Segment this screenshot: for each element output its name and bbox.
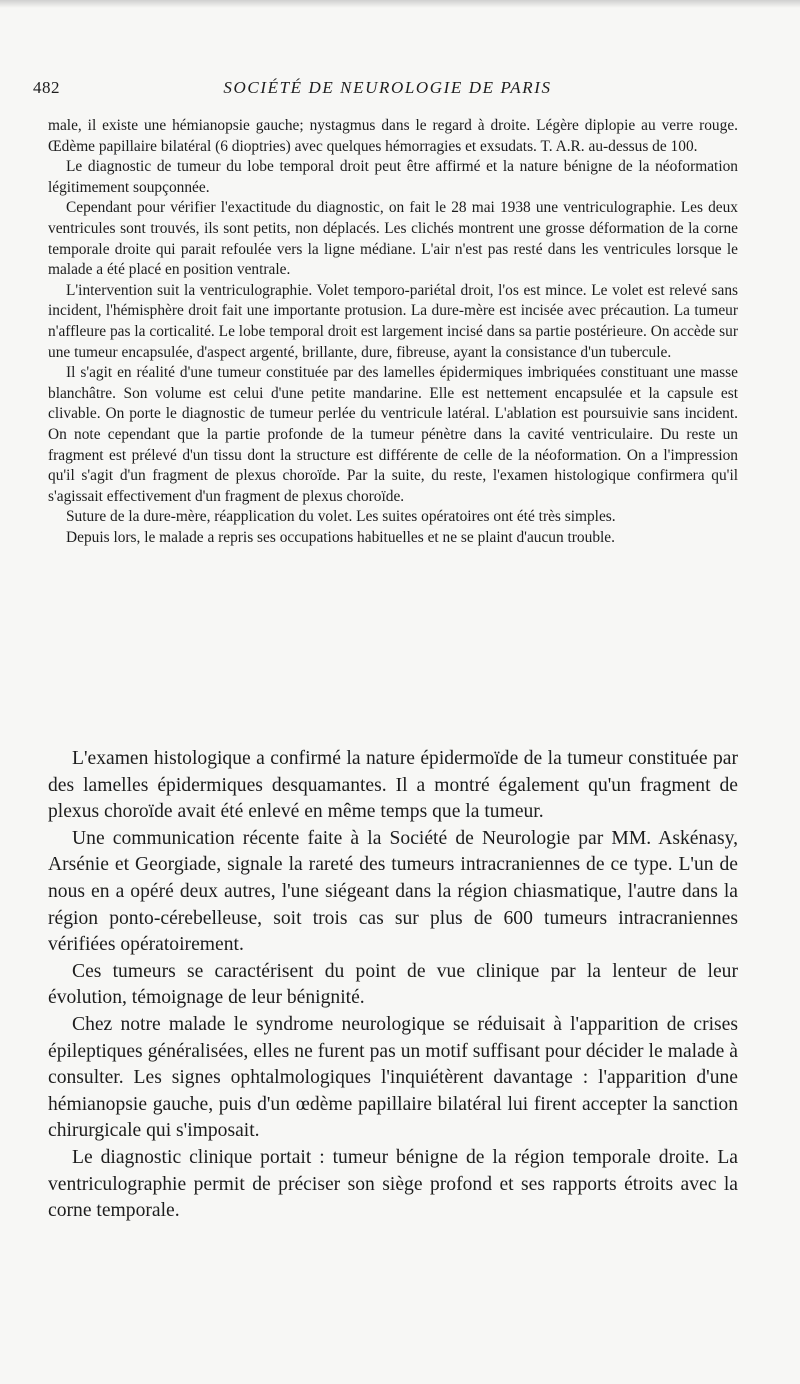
case-paragraph-1: male, il existe une hémianopsie gauche; nystagmus dans le regard à droite. Légère diplopie au verre rouge. Œdème papillaire bilatéral (6 dioptries) avec quelques hémorragies et exsudats. T. A.R. au-dessus de 100. <box>48 117 738 155</box>
case-paragraph-5: Il s'agit en réalité d'une tumeur constituée par des lamelles épidermiques imbriquées constituant une masse blanchâtre. Son volume est celui d'une petite mandarine. Elle est nettement encapsulée et la capsule est clivable. On porte le diagnostic de tumeur perlée du ventricule latéral. L'ablation est poursuivie sans incident. On note cependant que la partie profonde de la tumeur pénètre dans la cavité ventriculaire. Du reste un fragment est prélevé d'un tissu dont la structure est différente de celle de la néoformation. On a l'impression qu'il s'agit d'un fragment de plexus choroïde. Par la suite, du reste, l'examen histologique confirmera qu'il s'agissait effectivement d'un fragment de plexus choroïde. <box>48 364 738 505</box>
discussion-paragraph-1: L'examen histologique a confirmé la nature épidermoïde de la tumeur constituée par des lamelles épidermiques desquamantes. Il a montré également qu'un fragment de plexus choroïde avait été enlevé en même temps que la tumeur. <box>48 748 738 823</box>
discussion-section <box>48 746 738 1225</box>
discussion-paragraph-4: Chez notre malade le syndrome neurologique se réduisait à l'apparition de crises épileptiques généralisées, elles ne furent pas un motif suffisant pour décider le malade à consulter. Les signes ophtalmologiques l'inquiétèrent davantage : l'apparition d'une hémianopsie gauche, puis d'un œdème papillaire bilatéral lui firent accepter la sanction chirurgicale qui s'imposait. <box>48 1013 738 1142</box>
discussion-paragraph-2: Une communication récente faite à la Société de Neurologie par MM. Askénasy, Arsénie et Georgiade, signale la rareté des tumeurs intracraniennes de ce type. L'un de nous en a opéré deux autres, l'une siégeant dans la région chiasmatique, l'autre dans la région ponto-cérebelleuse, soit trois cas sur plus de 600 tumeurs intracraniennes vérifiées opératoirement. <box>48 827 738 956</box>
case-report-section <box>48 116 738 548</box>
discussion-paragraph-5: Le diagnostic clinique portait : tumeur bénigne de la région temporale droite. La ventriculographie permit de préciser son siège profond et ses rapports étroits avec la corne temporale. <box>48 1146 738 1222</box>
case-paragraph-7: Depuis lors, le malade a repris ses occupations habituelles et ne se plaint d'aucun trouble. <box>66 528 615 546</box>
page-header <box>33 78 755 98</box>
case-paragraph-4: L'intervention suit la ventriculographie. Volet temporo-pariétal droit, l'os est mince. Le volet est relevé sans incident, l'hémisphère droit fait une importante protusion. La dure-mère est incisée avec précaution. La tumeur n'affleure pas la corticalité. Le lobe temporal droit est largement incisé dans sa partie postérieure. On accède sur une tumeur encapsulée, d'aspect argenté, brillante, dure, fibreuse, ayant la consistance d'un tubercule. <box>48 281 738 361</box>
case-paragraph-6: Suture de la dure-mère, réapplication du volet. Les suites opératoires ont été très simples. <box>66 508 616 526</box>
case-paragraph-2: Le diagnostic de tumeur du lobe temporal droit peut être affirmé et la nature bénigne de la néoformation légitimement soupçonnée. <box>48 158 738 196</box>
page-number: 482 <box>33 78 60 97</box>
case-paragraph-3: Cependant pour vérifier l'exactitude du diagnostic, on fait le 28 mai 1938 une ventriculographie. Les deux ventricules sont trouvés, ils sont petits, non déplacés. Les clichés montrent une grosse déformation de la corne temporale droite qui parait refoulée vers la ligne médiane. L'air n'est pas resté dans les ventricules lorsque le malade a été placé en position ventrale. <box>48 199 738 279</box>
discussion-paragraph-3: Ces tumeurs se caractérisent du point de vue clinique par la lenteur de leur évolution, témoignage de leur bénignité. <box>48 960 738 1009</box>
running-title: SOCIÉTÉ DE NEUROLOGIE DE PARIS <box>223 78 552 97</box>
page-top-edge <box>0 0 800 8</box>
